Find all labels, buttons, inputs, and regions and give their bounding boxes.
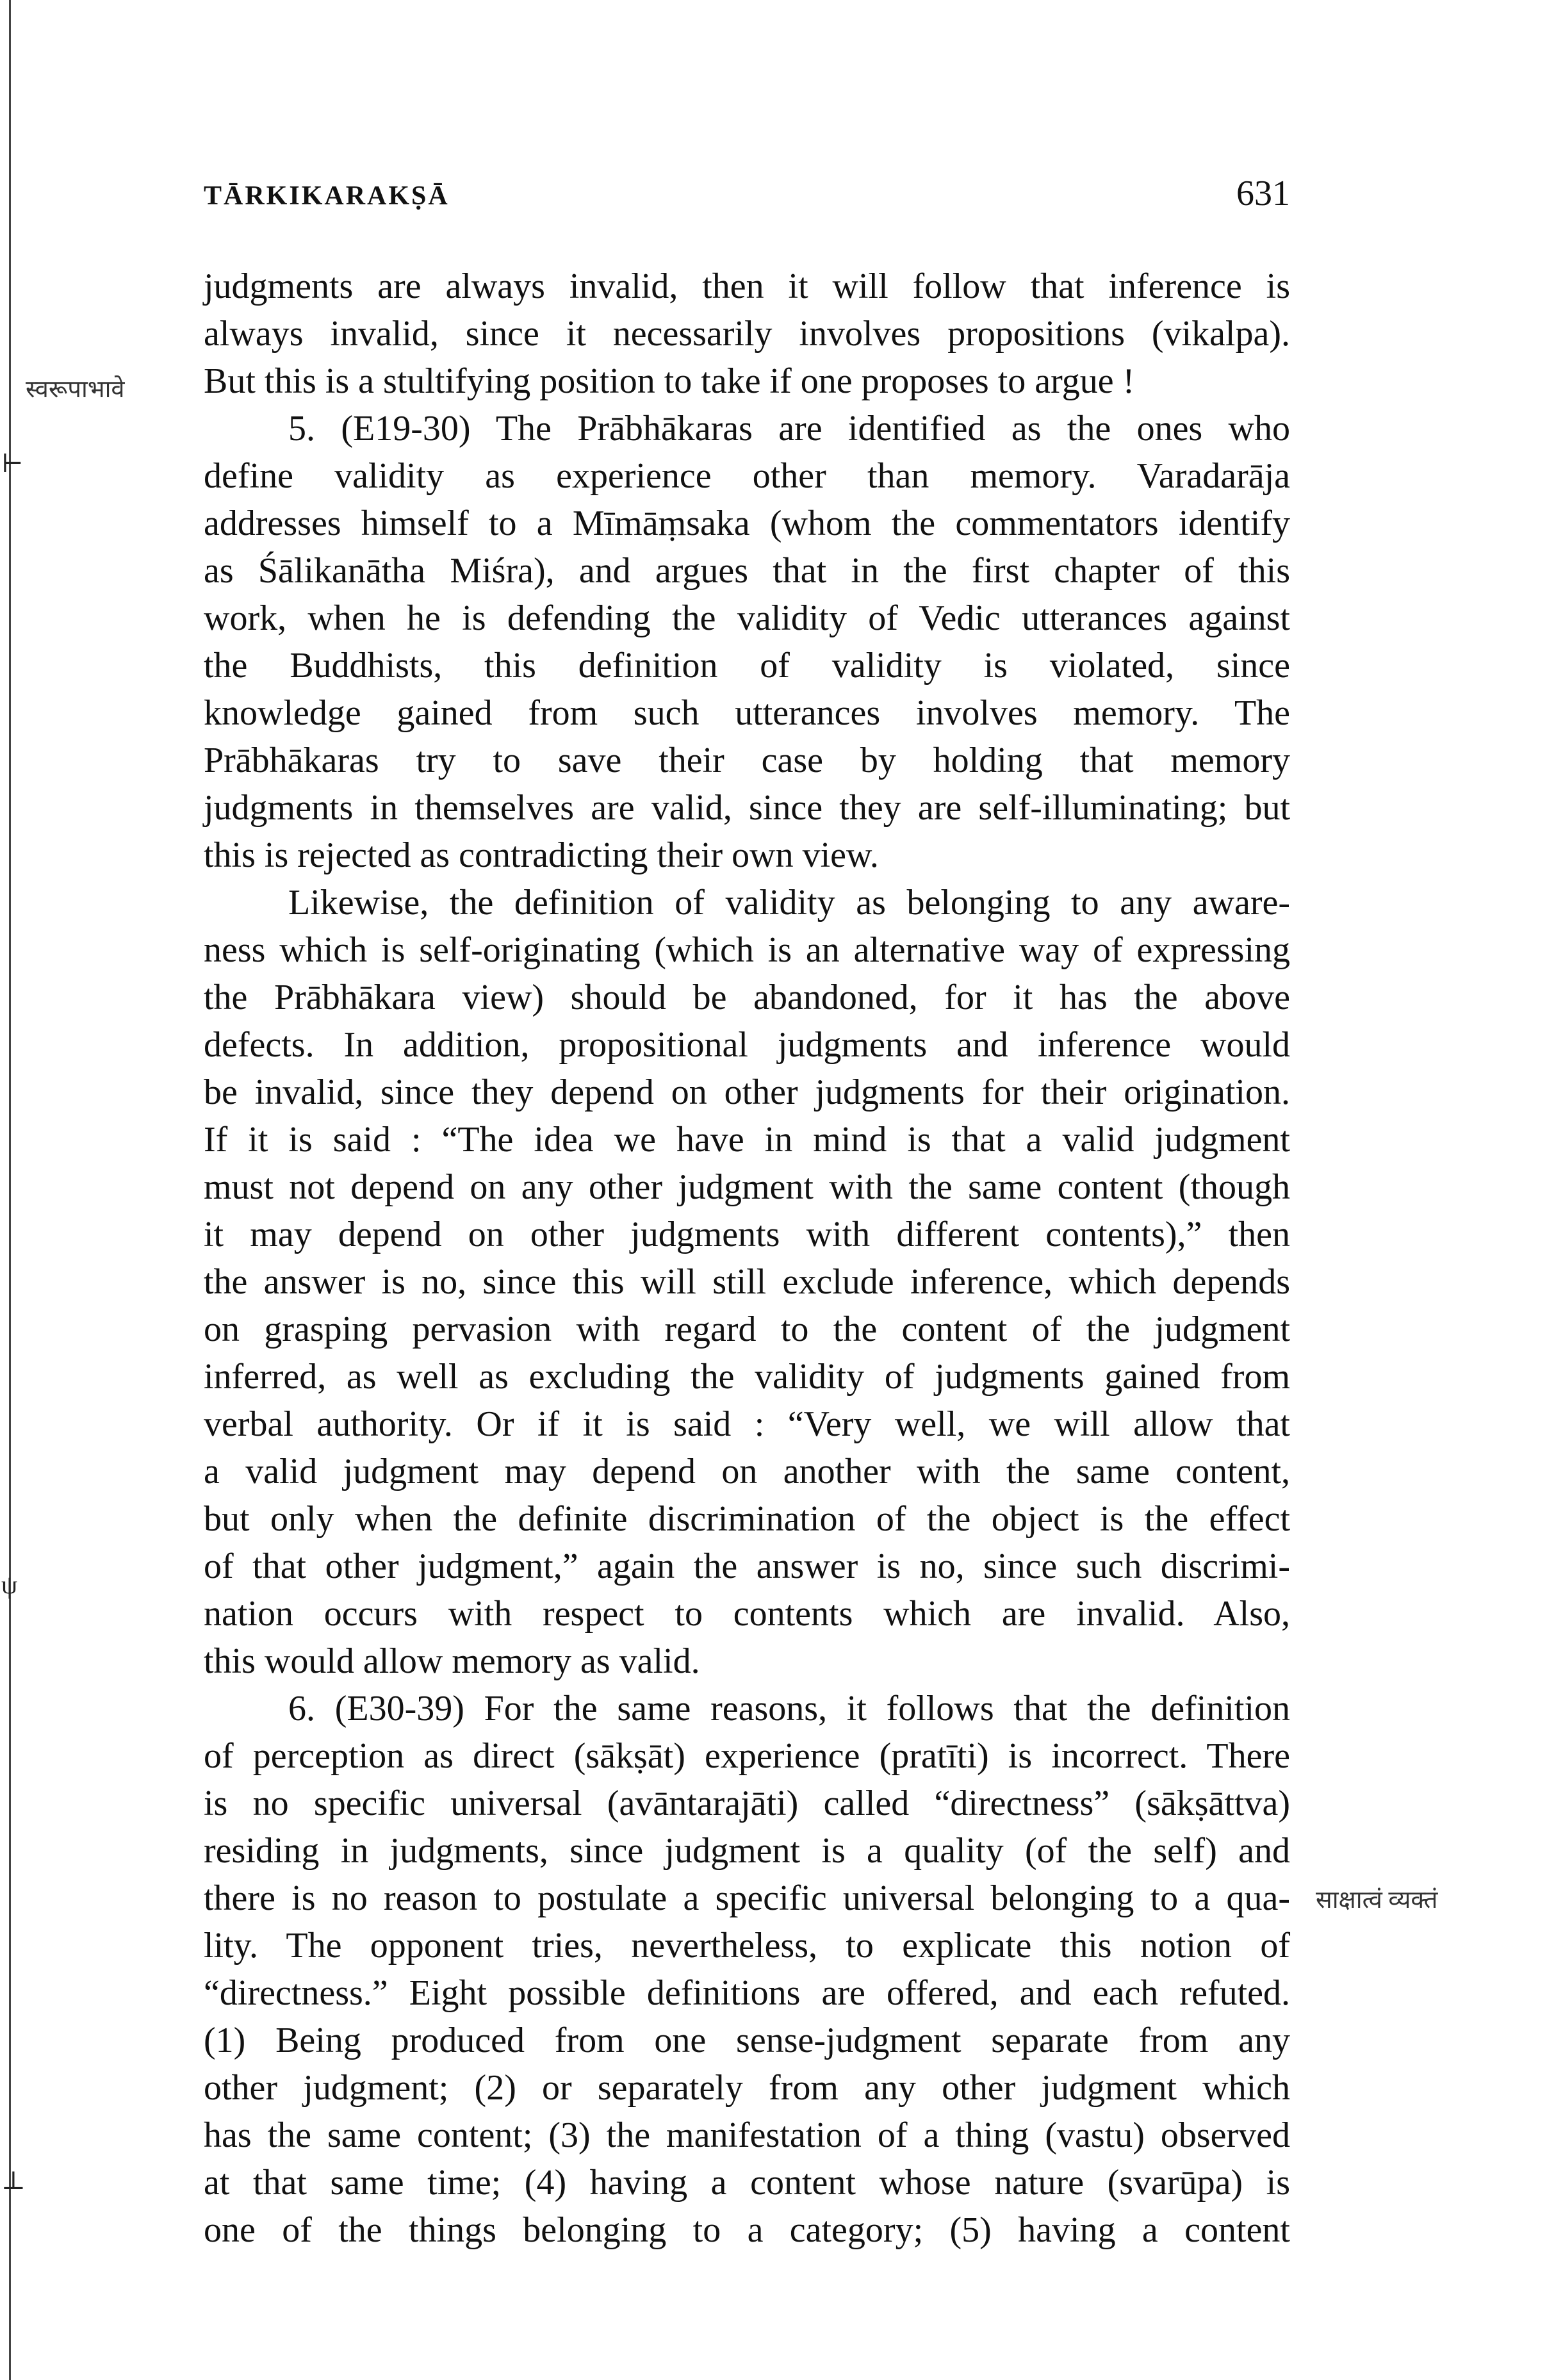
text-line: the Prābhākara view) should be abandoned, for it has the above [204, 978, 1290, 1017]
text-line: of that other judgment,” again the answer is no, since such discrimi- [204, 1547, 1290, 1586]
text-line: at that same time; (4) having a content whose nature (svarūpa) is [204, 2163, 1290, 2203]
text-line: judgments in themselves are valid, since they are self-illuminating; but [204, 788, 1290, 828]
text-line: addresses himself to a Mīmāṃsaka (whom the commentators identify [204, 504, 1290, 543]
text-line: this is rejected as contradicting their own view. [204, 835, 879, 875]
text-line: this would allow memory as valid. [204, 1641, 700, 1681]
text-line: nation occurs with respect to contents which are invalid. Also, [204, 1594, 1290, 1634]
text-line: there is no reason to postulate a specific universal belonging to a qua- [204, 1878, 1290, 1918]
edge-tick-mark: ⊥ [1, 2166, 26, 2195]
text-line: a valid judgment may depend on another with the same content, [204, 1452, 1290, 1491]
text-line: has the same content; (3) the manifestation of a thing (vastu) observed [204, 2115, 1290, 2155]
text-line: one of the things belonging to a category; (5) having a content [204, 2210, 1290, 2250]
text-line: If it is said : “The idea we have in mind is that a valid judgment [204, 1120, 1290, 1160]
text-line: of perception as direct (sākṣāt) experience (pratīti) is incorrect. There [204, 1736, 1290, 1776]
text-line: 6. (E30-39) For the same reasons, it follows that the definition [288, 1689, 1290, 1728]
text-line: (1) Being produced from one sense-judgment separate from any [204, 2021, 1290, 2060]
text-line: work, when he is defending the validity of Vedic utterances against [204, 598, 1290, 638]
text-line: is no specific universal (avāntarajāti) called “directness” (sākṣāttva) [204, 1784, 1290, 1823]
text-line: must not depend on any other judgment with the same content (though [204, 1167, 1290, 1207]
text-line: But this is a stultifying position to take if one proposes to argue ! [204, 361, 1135, 401]
text-line: 5. (E19-30) The Prābhākaras are identified as the ones who [288, 409, 1290, 448]
page-number: 631 [1236, 174, 1290, 213]
text-line: Likewise, the definition of validity as belonging to any aware- [288, 883, 1290, 923]
text-line: verbal authority. Or if it is said : “Very well, we will allow that [204, 1404, 1290, 1444]
text-line: the Buddhists, this definition of validity is violated, since [204, 646, 1290, 685]
text-line: define validity as experience other than memory. Varadarāja [204, 456, 1290, 496]
scan-edge-line [9, 0, 11, 2380]
text-line: other judgment; (2) or separately from any other judgment which [204, 2068, 1290, 2108]
text-line: lity. The opponent tries, nevertheless, to explicate this notion of [204, 1926, 1290, 1966]
text-line: Prābhākaras try to save their case by holding that memory [204, 741, 1290, 780]
text-line: but only when the definite discrimination of the object is the effect [204, 1499, 1290, 1539]
text-line: always invalid, since it necessarily involves propositions (vikalpa). [204, 314, 1290, 354]
margin-note-left: स्वरूपाभावे [26, 376, 125, 403]
text-line: defects. In addition, propositional judgments and inference would [204, 1025, 1290, 1065]
text-line: as Śālikanātha Miśra), and argues that in the first chapter of this [204, 551, 1290, 591]
text-line: knowledge gained from such utterances involves memory. The [204, 693, 1290, 733]
text-line: inferred, as well as excluding the validity of judgments gained from [204, 1357, 1290, 1397]
edge-tick-mark: ψ [1, 1570, 18, 1599]
text-line: ness which is self-originating (which is an alternative way of expressing [204, 930, 1290, 970]
running-head: TĀRKIKARAKṢĀ [204, 181, 450, 211]
margin-note-right: साक्षात्वं व्यक्तं [1316, 1887, 1438, 1914]
text-line: the answer is no, since this will still exclude inference, which depends [204, 1262, 1290, 1302]
text-line: on grasping pervasion with regard to the content of the judgment [204, 1309, 1290, 1349]
text-line [204, 2254, 1290, 2301]
text-line: residing in judgments, since judgment is a quality (of the self) and [204, 1831, 1290, 1871]
text-line: be invalid, since they depend on other judgments for their origination. [204, 1072, 1290, 1112]
text-line: it may depend on other judgments with different contents),” then [204, 1215, 1290, 1254]
text-line: judgments are always invalid, then it will follow that inference is [204, 267, 1290, 306]
text-line: “directness.” Eight possible definitions are offered, and each refuted. [204, 1973, 1290, 2013]
edge-tick-mark: ⊢ [1, 449, 24, 478]
